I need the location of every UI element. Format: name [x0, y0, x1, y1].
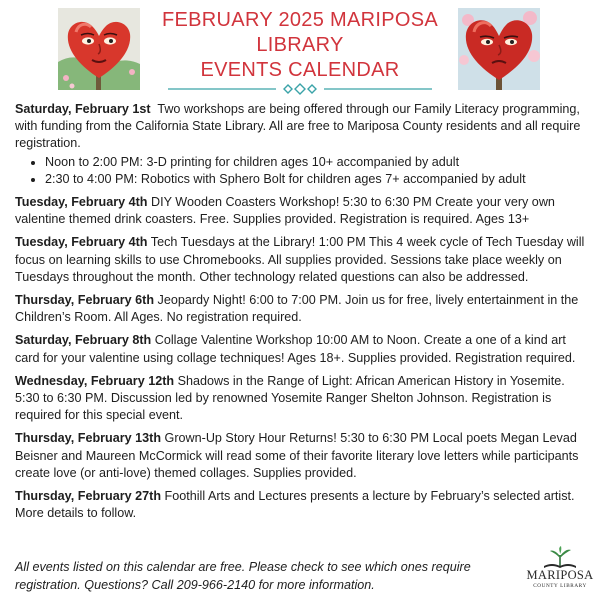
logo-name: MARIPOSA	[526, 568, 594, 582]
event-description: Foothill Arts and Lectures presents a lecture by February’s selected artist. More details to follow.	[15, 489, 575, 521]
event-description: Shadows in the Range of Light: African American History in Yosemite. 5:30 to 6:30 PM. Discussion led by renowned Yosemite Ranger Shelton Johnson. Registration is required for this special event.	[15, 373, 565, 423]
footer-note: All events listed on this calendar are free. Please check to see which ones require registration. Questions? Call 209-966-2140 for more information.	[15, 560, 471, 592]
header	[0, 0, 600, 100]
title-line-1: FEBRUARY 2025 MARIPOSA	[162, 9, 438, 31]
event-date: Thursday, February 6th	[15, 293, 155, 308]
heart-face-illustration-left	[58, 8, 140, 90]
book-tree-icon	[524, 546, 596, 570]
event-description: Grown-Up Story Hour Returns! 5:30 to 6:30 PM Local poets Megan Levad Beisner and Maureen McCormick will read some of their favorite literary love letters while participants create love (or anti-love) themed collages. Supplies provided.	[15, 431, 579, 480]
event-date: Thursday, February 27th	[15, 489, 162, 504]
event-feb-4-tech	[15, 234, 591, 286]
title-line-2: LIBRARY	[256, 34, 344, 56]
event-feb-8	[15, 332, 591, 366]
event-session: • Noon to 2:00 PM: 3-D printing for children ages 10+ accompanied by adult	[45, 154, 591, 171]
event-description: Tech Tuesdays at the Library! 1:00 PM This 4 week cycle of Tech Tuesday will focus on learning skills to use Chromebooks. All supplies provided. Sessions take place weekly on Tuesdays throughout the month. Other technology related questions can also be addressed.	[15, 235, 585, 284]
event-sessions-list	[15, 154, 591, 188]
event-session: • 2:30 to 4:00 PM: Robotics with Sphero Bolt for children ages 7+ accompanied by adult	[45, 171, 591, 188]
mariposa-library-logo	[524, 546, 596, 594]
event-date: Thursday, February 13th	[15, 431, 162, 446]
title-divider	[168, 82, 432, 96]
event-date: Wednesday, February 12th	[15, 373, 175, 388]
event-feb-4-coasters	[15, 194, 591, 228]
event-description: DIY Wooden Coasters Workshop! 5:30 to 6:30 PM Create your very own valentine themed drink coasters. Free. Supplies provided. Registration is required. Ages 13+	[15, 195, 555, 227]
page-title	[150, 8, 450, 83]
event-feb-27	[15, 488, 591, 522]
event-date: Tuesday, February 4th	[15, 195, 148, 210]
title-line-3: EVENTS CALENDAR	[200, 59, 400, 81]
event-feb-1	[15, 101, 591, 188]
events-list	[15, 101, 591, 528]
logo-subtitle: COUNTY LIBRARY	[533, 583, 587, 589]
event-date: Saturday, February 1st	[15, 102, 151, 116]
event-feb-12	[15, 373, 591, 425]
event-description: Jeopardy Night! 6:00 to 7:00 PM. Join us for free, lively entertainment in the Children’s Room. All Ages. No registration required.	[15, 293, 579, 325]
event-feb-6	[15, 292, 591, 326]
heart-face-illustration-right	[458, 8, 540, 90]
event-description: Two workshops are being offered through our Family Literacy programming, with funding from the California State Library. All are free to Mariposa County residents and all require registration.	[15, 102, 581, 151]
event-feb-13	[15, 430, 591, 482]
event-date: Saturday, February 8th	[15, 333, 152, 348]
event-date: Tuesday, February 4th	[15, 235, 148, 250]
event-description: Collage Valentine Workshop 10:00 AM to Noon. Create a one of a kind art card for your valentine using collage techniques! Ages 18+. Supplies provided. Registration required.	[15, 333, 576, 365]
